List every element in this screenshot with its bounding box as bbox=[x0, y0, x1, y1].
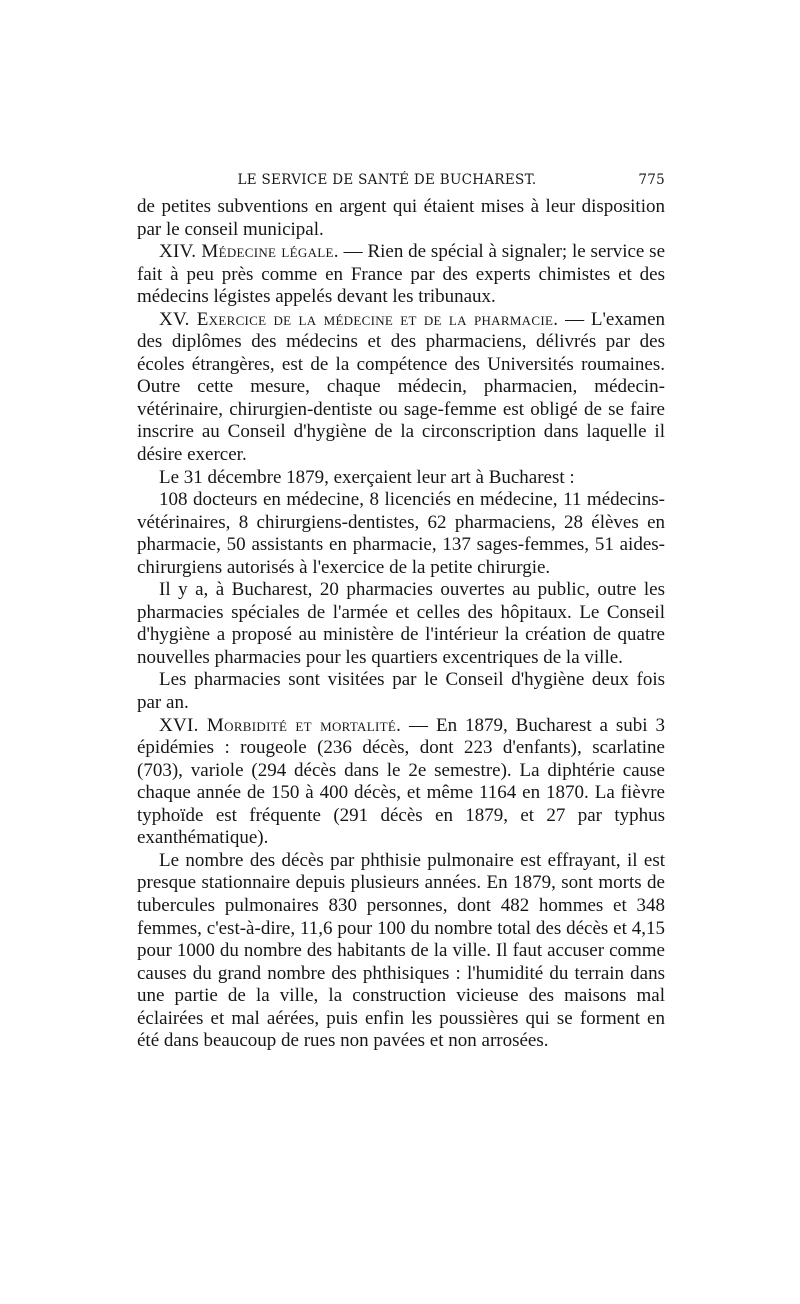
paragraph-text: Les pharmacies sont visitées par le Conseil d'hygiène deux fois par an. bbox=[137, 669, 665, 714]
section-heading: XVI. Morbidité et mortalité. bbox=[159, 714, 402, 736]
page-number: 775 bbox=[638, 172, 665, 188]
paragraph-phthisie bbox=[137, 850, 665, 1053]
paragraph-text: — L'examen des diplômes des médecins et des pharmaciens, délivrés par des écoles étrangères, est de la compétence des Universités roumaines. Outre cette mesure, chaque médecin, pharmacien, médecin-vétérinaire, chirurgien-dentiste ou sage-femme est obligé de se faire inscrire au Conseil d'hygiène de la circonscription dans laquelle il désire exercer. bbox=[137, 308, 666, 466]
section-heading: XIV. Médecine légale. bbox=[159, 241, 339, 263]
running-title: LE SERVICE DE SANTÉ DE BUCHAREST. bbox=[237, 172, 537, 188]
running-head bbox=[137, 172, 665, 196]
section-xvi-morbidite bbox=[137, 715, 665, 850]
paragraph-visites bbox=[137, 669, 665, 714]
paragraph-text: — Rien de spécial à signaler; le service se fait à peu près comme en France par des experts chimistes et des médecins légistes appelés devant les tribunaux. bbox=[137, 241, 666, 308]
paragraph-text: 108 docteurs en médecine, 8 licenciés en médecine, 11 médecins-vétérinaires, 8 chirurgiens-dentistes, 62 pharmaciens, 28 élèves en pharmacie, 50 assistants en pharmacie, 137 sages-femmes, 51 aides-chirurgiens autorisés à l'exercice de la petite chirurgie. bbox=[137, 489, 665, 578]
body-text bbox=[137, 196, 665, 1053]
section-xv-exercice bbox=[137, 309, 665, 467]
section-heading: XV. Exercice de la médecine et de la pharmacie. bbox=[159, 308, 559, 330]
paragraph-31-decembre bbox=[137, 467, 665, 490]
paragraph-pharmacies bbox=[137, 579, 665, 669]
paragraph-text: — En 1879, Bucharest a subi 3 épidémies : rougeole (236 décès, dont 223 d'enfants), scarlatine (703), variole (294 décès dans le 2e semestre). La diphtérie cause chaque année de 150 à 400 décès, et même 1164 en 1870. La fièvre typhoïde est fréquente (291 décès en 1879, et 27 par typhus exanthématique). bbox=[137, 714, 665, 849]
paragraph-text: Il y a, à Bucharest, 20 pharmacies ouvertes au public, outre les pharmacies spéciales de l'armée et celles des hôpitaux. Le Conseil d'hygiène a proposé au ministère de l'intérieur la création de quatre nouvelles pharmacies pour les quartiers excentriques de la ville. bbox=[137, 579, 665, 668]
paragraph-subventions bbox=[137, 196, 665, 241]
paragraph-text: Le 31 décembre 1879, exerçaient leur art à Bucharest : bbox=[159, 466, 575, 488]
paragraph-text: Le nombre des décès par phthisie pulmonaire est effrayant, il est presque stationnaire depuis plusieurs années. En 1879, sont morts de tubercules pulmonaires 830 personnes, dont 482 hommes et 348 femmes, c'est-à-dire, 11,6 pour 100 du nombre total des décès et 4,15 pour 1000 du nombre des habitants de la ville. Il faut accuser comme causes du grand nombre des phthisiques : l'humidité du terrain dans une partie de la ville, la construction vicieuse des maisons mal éclairées et mal aérées, puis enfin les poussières qui se forment en été dans beaucoup de rues non pavées et non arrosées. bbox=[137, 849, 665, 1052]
paragraph-practitioner-counts bbox=[137, 489, 665, 579]
book-page bbox=[137, 172, 665, 1053]
section-xiv-medecine-legale bbox=[137, 241, 665, 309]
paragraph-text: de petites subventions en argent qui étaient mises à leur disposition par le conseil municipal. bbox=[137, 196, 665, 240]
